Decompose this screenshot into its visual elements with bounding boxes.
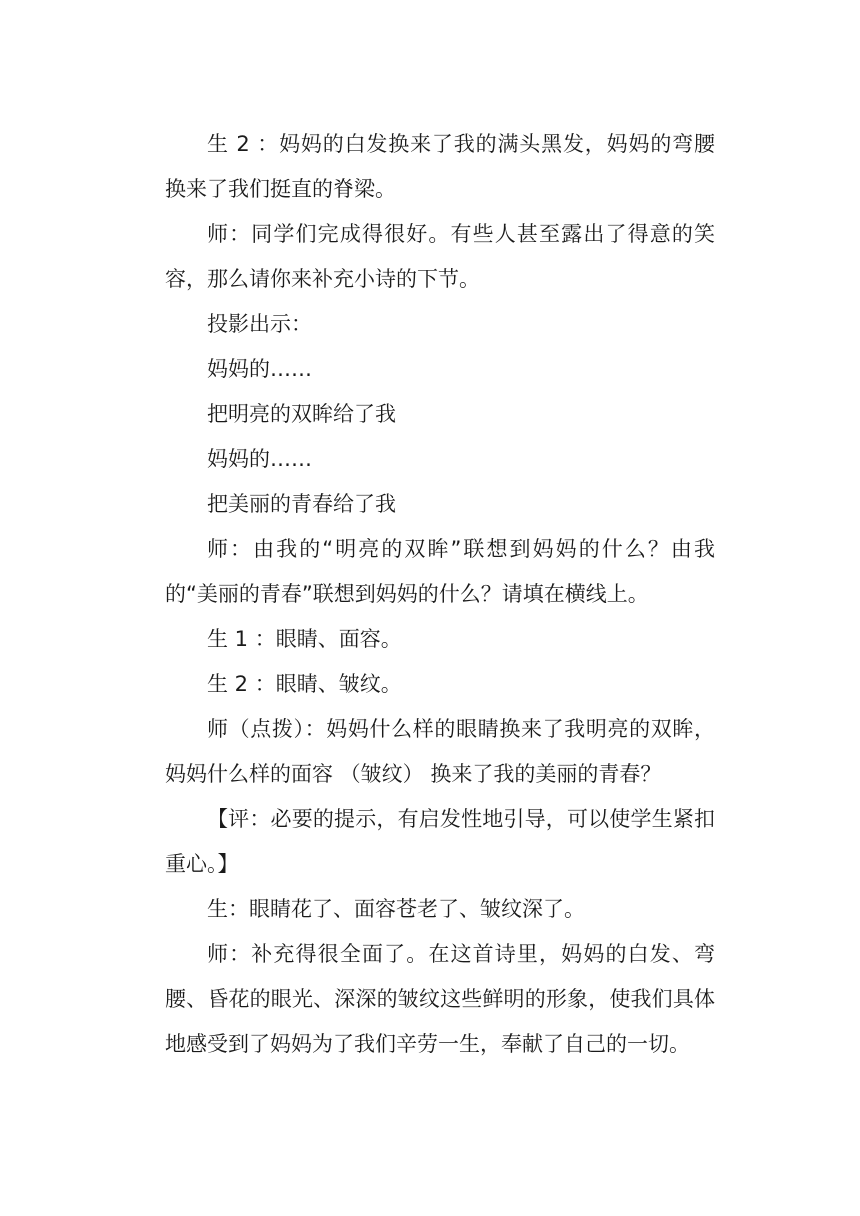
paragraph-evaluation: 【评：必要的提示，有启发性地引导，可以使学生紧扣重心。】 bbox=[165, 807, 715, 876]
paragraph-projection-label: 投影出示： bbox=[207, 312, 312, 336]
paragraph-teacher-praise: 师：同学们完成得很好。有些人甚至露出了得意的笑容，那么请你来补充小诗的下节。 bbox=[165, 222, 715, 291]
poem-line-1: 妈妈的…… bbox=[207, 357, 312, 381]
document-body bbox=[165, 122, 715, 1067]
poem-line-2: 把明亮的双眸给了我 bbox=[207, 402, 396, 426]
poem-line-3: 妈妈的…… bbox=[207, 447, 312, 471]
paragraph-teacher-question: 师：由我的“明亮的双眸”联想到妈妈的什么？由我的“美丽的青春”联想到妈妈的什么？请填在横线上。 bbox=[165, 537, 715, 606]
poem-line-4: 把美丽的青春给了我 bbox=[207, 492, 396, 516]
paragraph-student1-reply: 生 1 ：眼睛、面容。 bbox=[207, 627, 402, 651]
paragraph-student2-answer: 生 2 ：妈妈的白发换来了我的满头黑发，妈妈的弯腰换来了我们挺直的脊梁。 bbox=[165, 132, 715, 201]
paragraph-teacher-guidance: 师（点拨）：妈妈什么样的眼睛换来了我明亮的双眸，妈妈什么样的面容 （皱纹） 换来了我的美丽的青春？ bbox=[165, 717, 715, 786]
paragraph-student-summary: 生：眼睛花了、面容苍老了、皱纹深了。 bbox=[207, 897, 585, 921]
paragraph-student2-reply: 生 2 ：眼睛、皱纹。 bbox=[207, 672, 402, 696]
paragraph-teacher-conclusion: 师：补充得很全面了。在这首诗里，妈妈的白发、弯腰、昏花的眼光、深深的皱纹这些鲜明的形象，使我们具体地感受到了妈妈为了我们辛劳一生，奉献了自己的一切。 bbox=[165, 942, 715, 1056]
